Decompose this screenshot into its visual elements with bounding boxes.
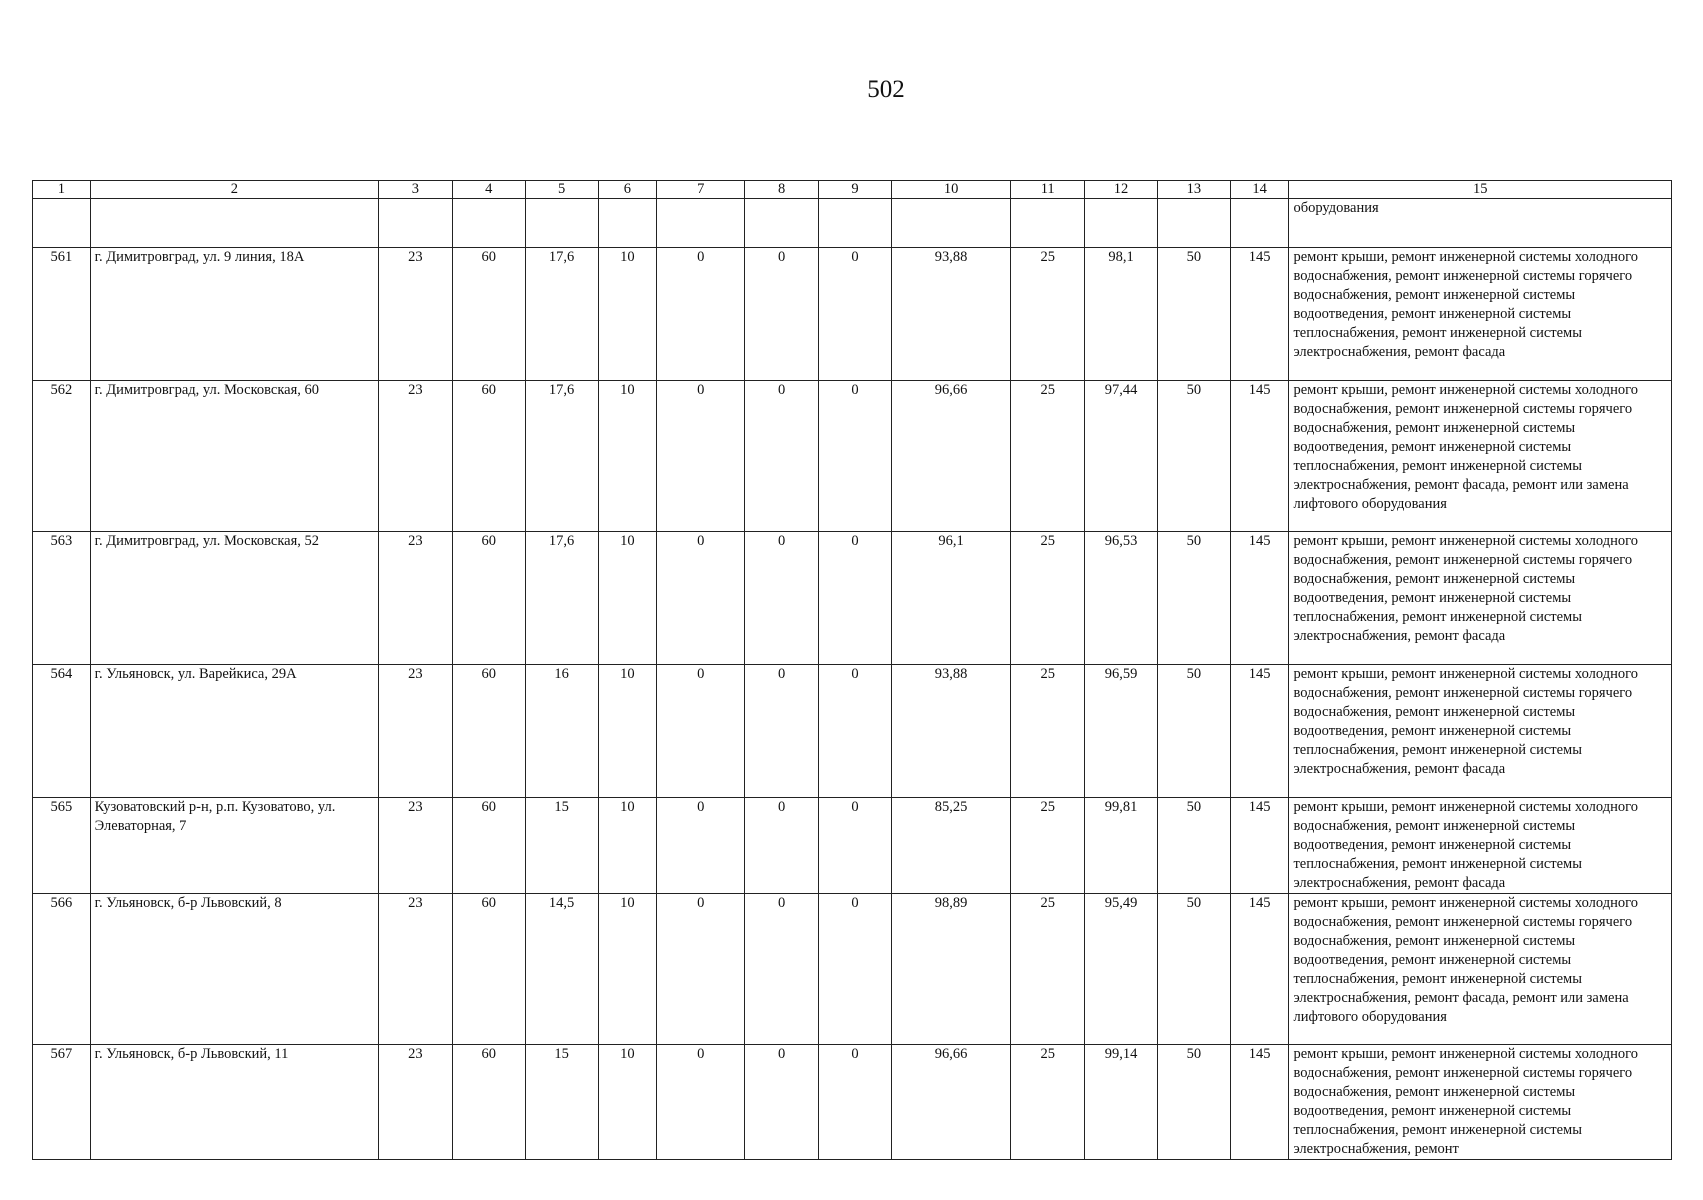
value-cell: 93,88 <box>891 665 1010 798</box>
table-row <box>33 665 1672 798</box>
value-cell: 14,5 <box>525 894 598 1045</box>
address-cell: г. Ульяновск, б-р Львовский, 8 <box>90 894 378 1045</box>
continuation-row <box>33 199 1672 248</box>
table-row <box>33 894 1672 1045</box>
column-number: 7 <box>657 181 745 199</box>
value-cell: 50 <box>1157 665 1230 798</box>
repair-works-cell: ремонт крыши, ремонт инженерной системы холодного водоснабжения, ремонт инженерной системы горячего водоснабжения, ремонт инженерной системы водоотведения, ремонт инженерной системы теплоснабжения, ремонт инженерной системы электроснабжения, ремонт фасада, ремонт или замена лифтового оборудования <box>1289 381 1672 532</box>
value-cell: 23 <box>378 665 452 798</box>
row-number: 567 <box>33 1045 91 1160</box>
column-number: 5 <box>525 181 598 199</box>
value-cell: 0 <box>657 798 745 894</box>
address-cell: г. Димитровград, ул. Московская, 60 <box>90 381 378 532</box>
table-row <box>33 1045 1672 1160</box>
column-number: 15 <box>1289 181 1672 199</box>
value-cell: 97,44 <box>1085 381 1158 532</box>
value-cell: 98,1 <box>1085 248 1158 381</box>
repair-works-cell: ремонт крыши, ремонт инженерной системы холодного водоснабжения, ремонт инженерной системы горячего водоснабжения, ремонт инженерной системы водоотведения, ремонт инженерной системы теплоснабжения, ремонт инженерной системы электроснабжения, ремонт фасада <box>1289 248 1672 381</box>
address-cell: г. Ульяновск, б-р Львовский, 11 <box>90 1045 378 1160</box>
value-cell: 25 <box>1011 248 1085 381</box>
value-cell: 16 <box>525 665 598 798</box>
page-number: 502 <box>867 76 905 103</box>
value-cell: 145 <box>1230 894 1289 1045</box>
value-cell: 0 <box>745 894 819 1045</box>
value-cell: 95,49 <box>1085 894 1158 1045</box>
value-cell: 23 <box>378 381 452 532</box>
row-number: 565 <box>33 798 91 894</box>
value-cell: 0 <box>657 894 745 1045</box>
value-cell: 25 <box>1011 798 1085 894</box>
value-cell: 93,88 <box>891 248 1010 381</box>
table-row <box>33 248 1672 381</box>
value-cell: 50 <box>1157 894 1230 1045</box>
column-number: 3 <box>378 181 452 199</box>
address-cell: г. Димитровград, ул. Московская, 52 <box>90 532 378 665</box>
column-number: 13 <box>1157 181 1230 199</box>
value-cell: 60 <box>452 665 525 798</box>
column-number: 11 <box>1011 181 1085 199</box>
value-cell: 0 <box>657 665 745 798</box>
value-cell: 0 <box>819 665 892 798</box>
value-cell: 10 <box>598 798 657 894</box>
value-cell: 10 <box>598 894 657 1045</box>
value-cell: 23 <box>378 532 452 665</box>
value-cell: 98,89 <box>891 894 1010 1045</box>
row-number: 561 <box>33 248 91 381</box>
value-cell: 60 <box>452 1045 525 1160</box>
value-cell: 0 <box>745 532 819 665</box>
value-cell: 60 <box>452 894 525 1045</box>
value-cell: 85,25 <box>891 798 1010 894</box>
row-number: 562 <box>33 381 91 532</box>
value-cell: 0 <box>819 381 892 532</box>
column-number: 8 <box>745 181 819 199</box>
value-cell: 0 <box>745 248 819 381</box>
value-cell: 15 <box>525 1045 598 1160</box>
value-cell: 10 <box>598 665 657 798</box>
row-number: 564 <box>33 665 91 798</box>
repair-works-cell: ремонт крыши, ремонт инженерной системы холодного водоснабжения, ремонт инженерной системы горячего водоснабжения, ремонт инженерной системы водоотведения, ремонт инженерной системы теплоснабжения, ремонт инженерной системы электроснабжения, ремонт фасада, ремонт или замена лифтового оборудования <box>1289 894 1672 1045</box>
value-cell: 60 <box>452 798 525 894</box>
column-number: 12 <box>1085 181 1158 199</box>
value-cell: 99,14 <box>1085 1045 1158 1160</box>
value-cell: 25 <box>1011 532 1085 665</box>
value-cell: 25 <box>1011 665 1085 798</box>
repair-works-cell: ремонт крыши, ремонт инженерной системы холодного водоснабжения, ремонт инженерной системы горячего водоснабжения, ремонт инженерной системы водоотведения, ремонт инженерной системы теплоснабжения, ремонт инженерной системы электроснабжения, ремонт фасада <box>1289 665 1672 798</box>
continuation-text: оборудования <box>1289 199 1672 248</box>
address-cell: Кузоватовский р-н, р.п. Кузоватово, ул. Элеваторная, 7 <box>90 798 378 894</box>
column-number-row <box>33 181 1672 199</box>
repair-works-cell: ремонт крыши, ремонт инженерной системы холодного водоснабжения, ремонт инженерной системы горячего водоснабжения, ремонт инженерной системы водоотведения, ремонт инженерной системы теплоснабжения, ремонт инженерной системы электроснабжения, ремонт фасада <box>1289 532 1672 665</box>
row-number: 566 <box>33 894 91 1045</box>
value-cell: 25 <box>1011 1045 1085 1160</box>
value-cell: 0 <box>819 894 892 1045</box>
table-row <box>33 381 1672 532</box>
value-cell: 0 <box>819 248 892 381</box>
value-cell: 10 <box>598 532 657 665</box>
value-cell: 0 <box>745 381 819 532</box>
value-cell: 25 <box>1011 894 1085 1045</box>
value-cell: 145 <box>1230 665 1289 798</box>
address-cell: г. Димитровград, ул. 9 линия, 18А <box>90 248 378 381</box>
value-cell: 99,81 <box>1085 798 1158 894</box>
value-cell: 0 <box>657 1045 745 1160</box>
value-cell: 0 <box>819 1045 892 1160</box>
address-cell: г. Ульяновск, ул. Варейкиса, 29А <box>90 665 378 798</box>
value-cell: 145 <box>1230 1045 1289 1160</box>
value-cell: 10 <box>598 1045 657 1160</box>
repair-works-cell: ремонт крыши, ремонт инженерной системы холодного водоснабжения, ремонт инженерной системы горячего водоснабжения, ремонт инженерной системы водоотведения, ремонт инженерной системы теплоснабжения, ремонт инженерной системы электроснабжения, ремонт <box>1289 1045 1672 1160</box>
value-cell: 10 <box>598 381 657 532</box>
value-cell: 50 <box>1157 532 1230 665</box>
value-cell: 60 <box>452 532 525 665</box>
value-cell: 96,59 <box>1085 665 1158 798</box>
row-number: 563 <box>33 532 91 665</box>
value-cell: 50 <box>1157 1045 1230 1160</box>
housing-repair-table <box>32 180 1672 1160</box>
value-cell: 0 <box>745 798 819 894</box>
value-cell: 15 <box>525 798 598 894</box>
column-number: 1 <box>33 181 91 199</box>
value-cell: 145 <box>1230 798 1289 894</box>
value-cell: 0 <box>657 248 745 381</box>
column-number: 2 <box>90 181 378 199</box>
table-row <box>33 798 1672 894</box>
value-cell: 0 <box>819 798 892 894</box>
column-number: 9 <box>819 181 892 199</box>
repair-works-cell: ремонт крыши, ремонт инженерной системы холодного водоснабжения, ремонт инженерной системы водоотведения, ремонт инженерной системы теплоснабжения, ремонт инженерной системы электроснабжения, ремонт фасада <box>1289 798 1672 894</box>
table-body <box>33 199 1672 1160</box>
value-cell: 96,66 <box>891 381 1010 532</box>
value-cell: 60 <box>452 381 525 532</box>
value-cell: 145 <box>1230 248 1289 381</box>
column-number: 10 <box>891 181 1010 199</box>
value-cell: 17,6 <box>525 248 598 381</box>
value-cell: 50 <box>1157 798 1230 894</box>
value-cell: 23 <box>378 1045 452 1160</box>
value-cell: 17,6 <box>525 381 598 532</box>
value-cell: 96,66 <box>891 1045 1010 1160</box>
value-cell: 23 <box>378 894 452 1045</box>
value-cell: 0 <box>745 1045 819 1160</box>
value-cell: 60 <box>452 248 525 381</box>
value-cell: 0 <box>657 381 745 532</box>
value-cell: 25 <box>1011 381 1085 532</box>
value-cell: 23 <box>378 248 452 381</box>
column-number: 14 <box>1230 181 1289 199</box>
column-number: 6 <box>598 181 657 199</box>
value-cell: 96,1 <box>891 532 1010 665</box>
table-row <box>33 532 1672 665</box>
value-cell: 23 <box>378 798 452 894</box>
value-cell: 50 <box>1157 248 1230 381</box>
value-cell: 0 <box>657 532 745 665</box>
value-cell: 0 <box>745 665 819 798</box>
value-cell: 10 <box>598 248 657 381</box>
value-cell: 96,53 <box>1085 532 1158 665</box>
value-cell: 0 <box>819 532 892 665</box>
value-cell: 50 <box>1157 381 1230 532</box>
column-number: 4 <box>452 181 525 199</box>
value-cell: 145 <box>1230 381 1289 532</box>
value-cell: 17,6 <box>525 532 598 665</box>
value-cell: 145 <box>1230 532 1289 665</box>
